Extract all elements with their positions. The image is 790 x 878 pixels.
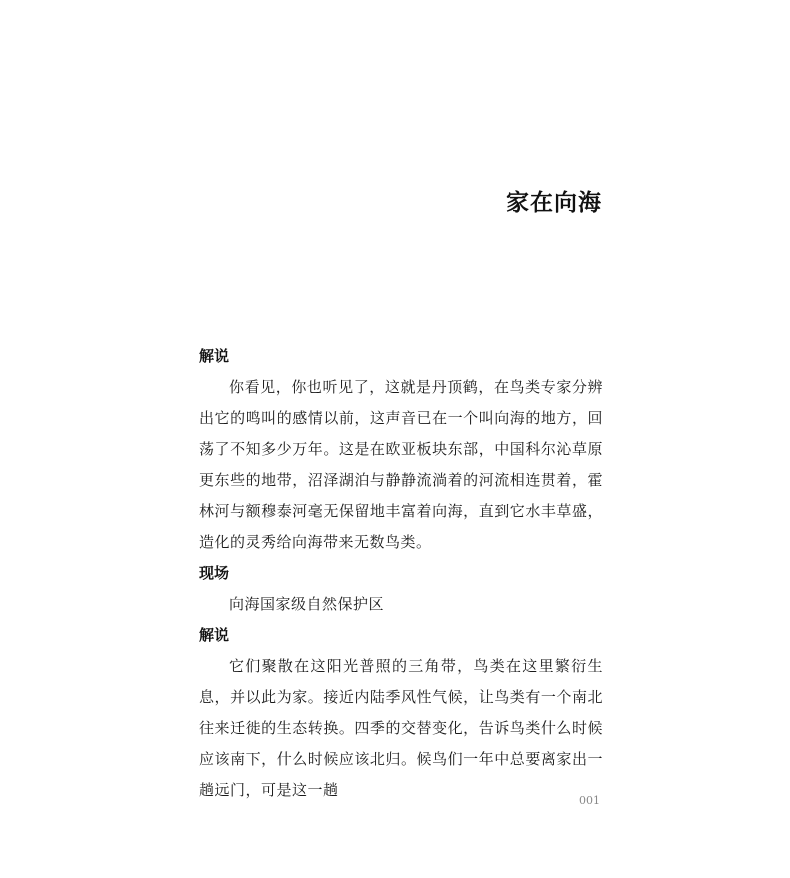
section-heading-narration-1: 解说 (199, 347, 230, 365)
narration-paragraph-1: 你看见，你也听见了，这就是丹顶鹤，在鸟类专家分辨出它的鸣叫的感情以前，这声音已在一个叫向海的地方，回荡了不知多少万年。这是在欧亚板块东部，中国科尔沁草原更东些的地带，沼泽湖泊与静静流淌着的河流相连贯着，霍林河与额穆泰河毫无保留地丰富着向海，直到它水丰草盛，造化的灵秀给向海带来无数鸟类。 (199, 378, 603, 551)
body-text (199, 341, 603, 806)
scene-location-text: 向海国家级自然保护区 (229, 595, 385, 613)
section-heading-narration-2: 解说 (199, 626, 230, 644)
page-number: 001 (579, 794, 600, 807)
narration-paragraph-2: 它们聚散在这阳光普照的三角带，鸟类在这里繁衍生息，并以此为家。接近内陆季风性气候，让鸟类有一个南北往来迁徙的生态转换。四季的交替变化，告诉鸟类什么时候应该南下，什么时候应该北归。候鸟们一年中总要离家出一趟远门，可是这一趟 (199, 657, 603, 799)
section-heading-scene: 现场 (199, 564, 230, 582)
chapter-title: 家在向海 (506, 189, 602, 216)
